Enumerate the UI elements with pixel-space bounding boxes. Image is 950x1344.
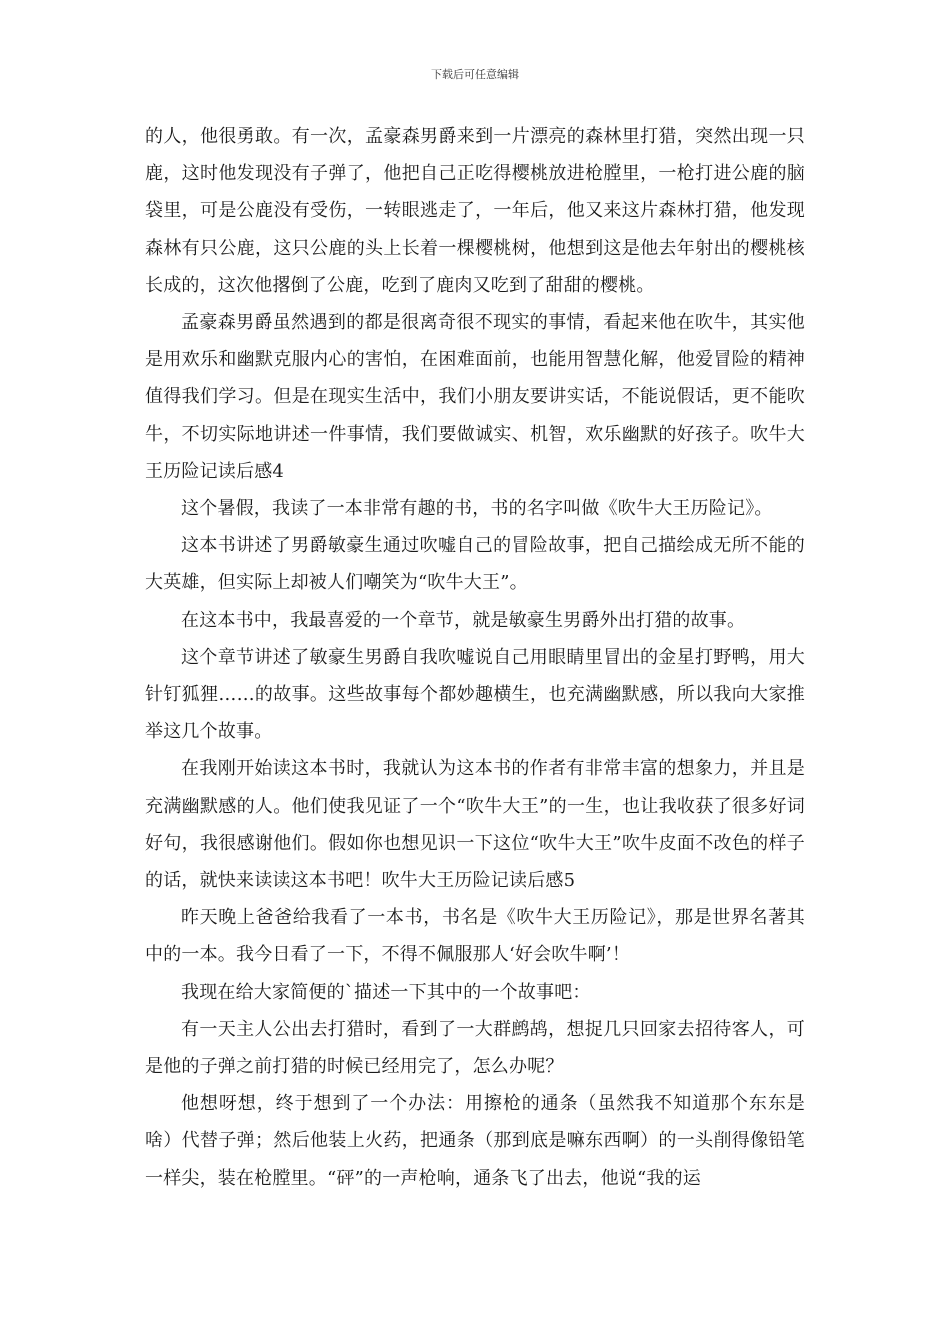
paragraph: 孟豪森男爵虽然遇到的都是很离奇很不现实的事情，看起来他在吹牛，其实他是用欢乐和幽默克服内心的害怕，在困难面前，也能用智慧化解，他爱冒险的精神值得我们学习。但是在现实生活中，我们小朋友要讲实话，不能说假话，更不能吹牛，不切实际地讲述一件事情，我们要做诚实、机智，欢乐幽默的好孩子。吹牛大王历险记读后感4 [145,312,805,482]
paragraph: 的人，他很勇敢。有一次，孟豪森男爵来到一片漂亮的森林里打猎，突然出现一只鹿，这时他发现没有子弹了，他把自己正吃得樱桃放进枪膛里，一枪打进公鹿的脑袋里，可是公鹿没有受伤，一转眼逃走了，一年后，他又来这片森林打猎，他发现森林有只公鹿，这只公鹿的头上长着一棵樱桃树，他想到这是他去年射出的樱桃核长成的，这次他撂倒了公鹿，吃到了鹿肉又吃到了甜甜的樱桃。 [145,126,805,296]
paragraph: 这个章节讲述了敏豪生男爵自我吹嘘说自己用眼睛里冒出的金星打野鸭，用大针钉狐狸……的故事。这些故事每个都妙趣横生，也充满幽默感，所以我向大家推举这几个故事。 [145,646,805,743]
paragraph: 在这本书中，我最喜爱的一个章节，就是敏豪生男爵外出打猎的故事。 [181,609,746,631]
paragraph: 在我刚开始读这本书时，我就认为这本书的作者有非常丰富的想象力，并且是充满幽默感的人。他们使我见证了一个“吹牛大王”的一生，也让我收获了很多好词好句，我很感谢他们。假如你也想见识一下这位“吹牛大王”吹牛皮面不改色的样子的话，就快来读读这本书吧！吹牛大王历险记读后感5 [145,758,805,892]
paragraph: 这本书讲述了男爵敏豪生通过吹嘘自己的冒险故事，把自己描绘成无所不能的大英雄，但实际上却被人们嘲笑为“吹牛大王”。 [145,535,805,594]
paragraph: 昨天晚上爸爸给我看了一本书，书名是《吹牛大王历险记》，那是世界名著其中的一本。我今日看了一下，不得不佩服那人‘好会吹牛啊’！ [145,907,805,966]
paragraph: 我现在给大家简便的`描述一下其中的一个故事吧： [181,981,591,1003]
document-body [145,118,805,1197]
paragraph: 有一天主人公出去打猎时，看到了一大群鹧鸪，想捉几只回家去招待客人，可是他的子弹之前打猎的时候已经用完了，怎么办呢？ [145,1018,805,1078]
paragraph: 这个暑假，我读了一本非常有趣的书，书的名字叫做《吹牛大王历险记》。 [181,498,773,520]
page-header: 下载后可任意编辑 [431,68,519,81]
paragraph: 他想呀想，终于想到了一个办法：用擦枪的通条（虽然我不知道那个东东是啥）代替子弹；然后他装上火药，把通条（那到底是嘛东西啊）的一头削得像铅笔一样尖，装在枪膛里。“砰”的一声枪响，通条飞了出去，他说“我的运 [145,1093,805,1189]
